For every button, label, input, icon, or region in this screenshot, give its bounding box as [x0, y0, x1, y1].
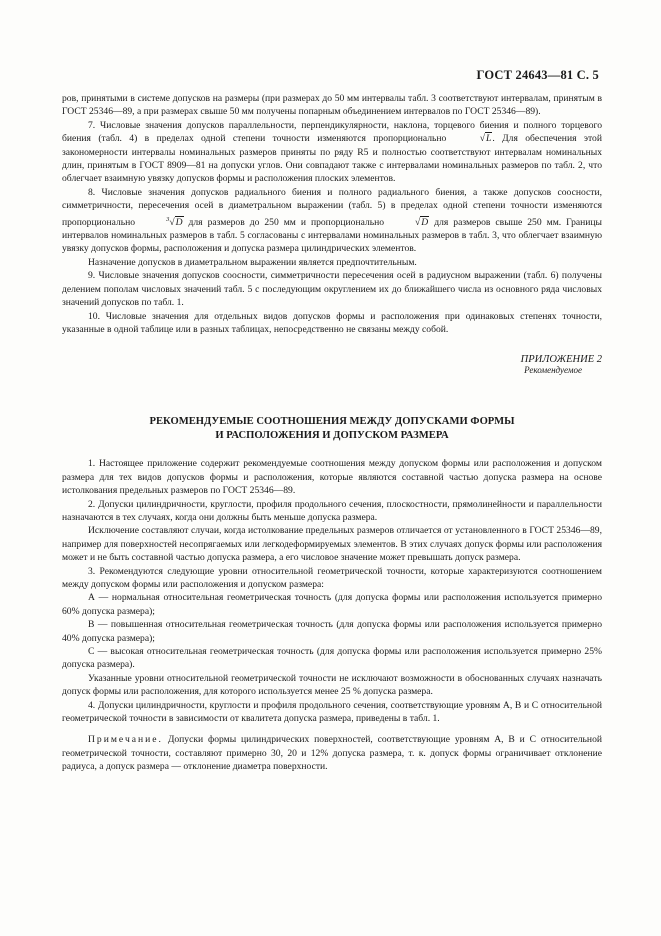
page-body [62, 62, 602, 774]
appendix-label [62, 354, 602, 375]
paragraph-continuation: ров, принятыми в системе допусков на размеры (при размерах до 50 мм интервалы табл. 3 соответствуют интервалам, принятым в ГОСТ 25346—89, а при размерах свыше 50 мм получены попарным объединением интервалов по ГОСТ 25346—89). [62, 93, 602, 118]
appendix-item-4: 4. Допуски цилиндричности, круглости и профиля продольного сечения, соответствующие уровням А, В и С относительной геометрической точности в зависимости от квалитета допуска размера, приведены в табл. 1. [62, 699, 602, 725]
paragraph-10: 10. Числовые значения для отдельных видов допусков формы и расположения при одинаковых степенях точности, указанные в одной таблице или в разных таблицах, непосредственно не связаны между собой. [62, 310, 602, 335]
paragraph-8-preference: Назначение допусков в диаметральном выражении является предпочтительным. [88, 256, 417, 268]
appendix-name: ПРИЛОЖЕНИЕ 2 [520, 354, 602, 366]
paragraph-9: 9. Числовые значения допусков соосности, симметричности пересечения осей в радиусном выражении (табл. 6) получены делением пополам числовых значений табл. 5 с последующим округлением их до ближайшего числа из основного ряда числовых значений допусков по табл. 1. [62, 270, 602, 309]
note-text: Допуски формы цилиндрических поверхностей, соответствующие уровням А, В и С относительной геометрической точности, составляют примерно 30, 20 и 12% допуска размера, т. к. допуск формы ограничивает отклонение радиуса, а допуск размера — отклонение диаметра поверхности. [62, 734, 602, 773]
cbrt-d-formula: $^3$√D [166, 215, 183, 228]
appendix-text [62, 457, 602, 773]
appendix-item-2-exception: Исключение составляют случаи, когда истолкование предельных размеров отличается от установленного в ГОСТ 25346—89, например для поверхностей несопрягаемых или легкодеформируемых элементов. В этих случаях допуск формы или расположения может и не быть составной частью допуска размера, а его числовое значение может превышать допуск размера. [62, 525, 602, 564]
appendix-title-line-2: И РАСПОЛОЖЕНИЯ И ДОПУСКОМ РАЗМЕРА [215, 430, 449, 442]
sqrt-l-radicand: L [486, 133, 492, 145]
paragraph-7 [62, 119, 602, 186]
note-label: Примечание. [88, 734, 163, 746]
paragraph-8-text-b: для размеров до 250 мм и пропорционально [188, 216, 385, 228]
sqrt-l-formula: √L [479, 133, 492, 145]
paragraph-8 [62, 186, 602, 256]
accuracy-level-a: А — нормальная относительная геометрическая точность (для допуска формы или расположения используется примерно 60% допуска размера); [62, 592, 602, 617]
appendix-status: Рекомендуемое [524, 365, 582, 376]
paragraph-8-text-a: 8. Числовые значения допусков радиального биения и полного радиального биения, а также допусков соосности, симметричности, пересечения осей в диаметральном выражении (табл. 5) в пределах одной степени точности изменяются пропорционально [62, 186, 602, 228]
cbrt-d-radicand: D [175, 216, 183, 228]
accuracy-level-b: В — повышенная относительная геометрическая точность (для допуска формы или расположения используется примерно 40% допуска размера); [62, 619, 602, 644]
appendix-title-line-1: РЕКОМЕНДУЕМЫЕ СООТНОШЕНИЯ МЕЖДУ ДОПУСКАМИ ФОРМЫ [149, 416, 515, 428]
appendix-item-3: 3. Рекомендуются следующие уровни относительной геометрической точности, которые характеризуются соотношением между допуском формы или расположения и допуском размера: [62, 565, 602, 590]
sqrt-d-radicand: D [421, 216, 429, 228]
appendix-title [62, 415, 602, 443]
appendix-item-2: 2. Допуски цилиндричности, круглости, профиля продольного сечения, плоскостности, прямолинейности и параллельности назначаются в тех случаях, когда они должны быть меньше допуска размера. [62, 498, 602, 523]
paragraph-7-text-a: 7. Числовые значения допусков параллельности, перпендикулярности, наклона, торцевого биения и полного торцевого биения (табл. 4) в пределах одной степени точности изменяются пропорционально [62, 119, 602, 145]
note-paragraph [62, 733, 602, 773]
appendix-item-3-note: Указанные уровни относительной геометрической точности не исключают возможности в обоснованных случаях назначать допуск формы или расположения, для которого используется менее 25 % допуска размера. [62, 672, 602, 698]
paragraph-8-text-c: для размеров свыше 250 мм. Границы интервалов номинальных размеров в табл. 5 согласованы с интервалами номинальных размеров в табл. 3, что облегчает взаимную увязку допусков формы, расположения и допуска размера цилиндрических элементов. [62, 216, 602, 255]
document-text [62, 92, 602, 336]
accuracy-level-c: С — высокая относительная геометрическая точность (для допуска формы или расположения используется примерно 25% допуска размера). [62, 646, 602, 671]
appendix-item-1: 1. Настоящее приложение содержит рекомендуемые соотношения между допуском формы или расположения и допуском размера для тех видов допусков формы и расположения, которые являются составной частью допуска размера на основе истолкования предельных размеров по ГОСТ 25346—89. [62, 458, 602, 497]
cbrt-index: 3 [166, 215, 170, 223]
sqrt-d-formula: √D [415, 216, 429, 228]
paragraph-7-text-b: . Для обеспечения этой закономерности интервалы номинальных размеров приняты по ряду R5 и полностью соответствуют интервалам номинальных длин, принятым в ГОСТ 8909—81 на допуски углов. Они совпадают также с интервалами номинальных размеров по табл. 2, что облегчает взаимную увязку допусков формы и расположения плоских элементов. [62, 133, 602, 185]
page-header: ГОСТ 24643—81 С. 5 [476, 68, 599, 82]
